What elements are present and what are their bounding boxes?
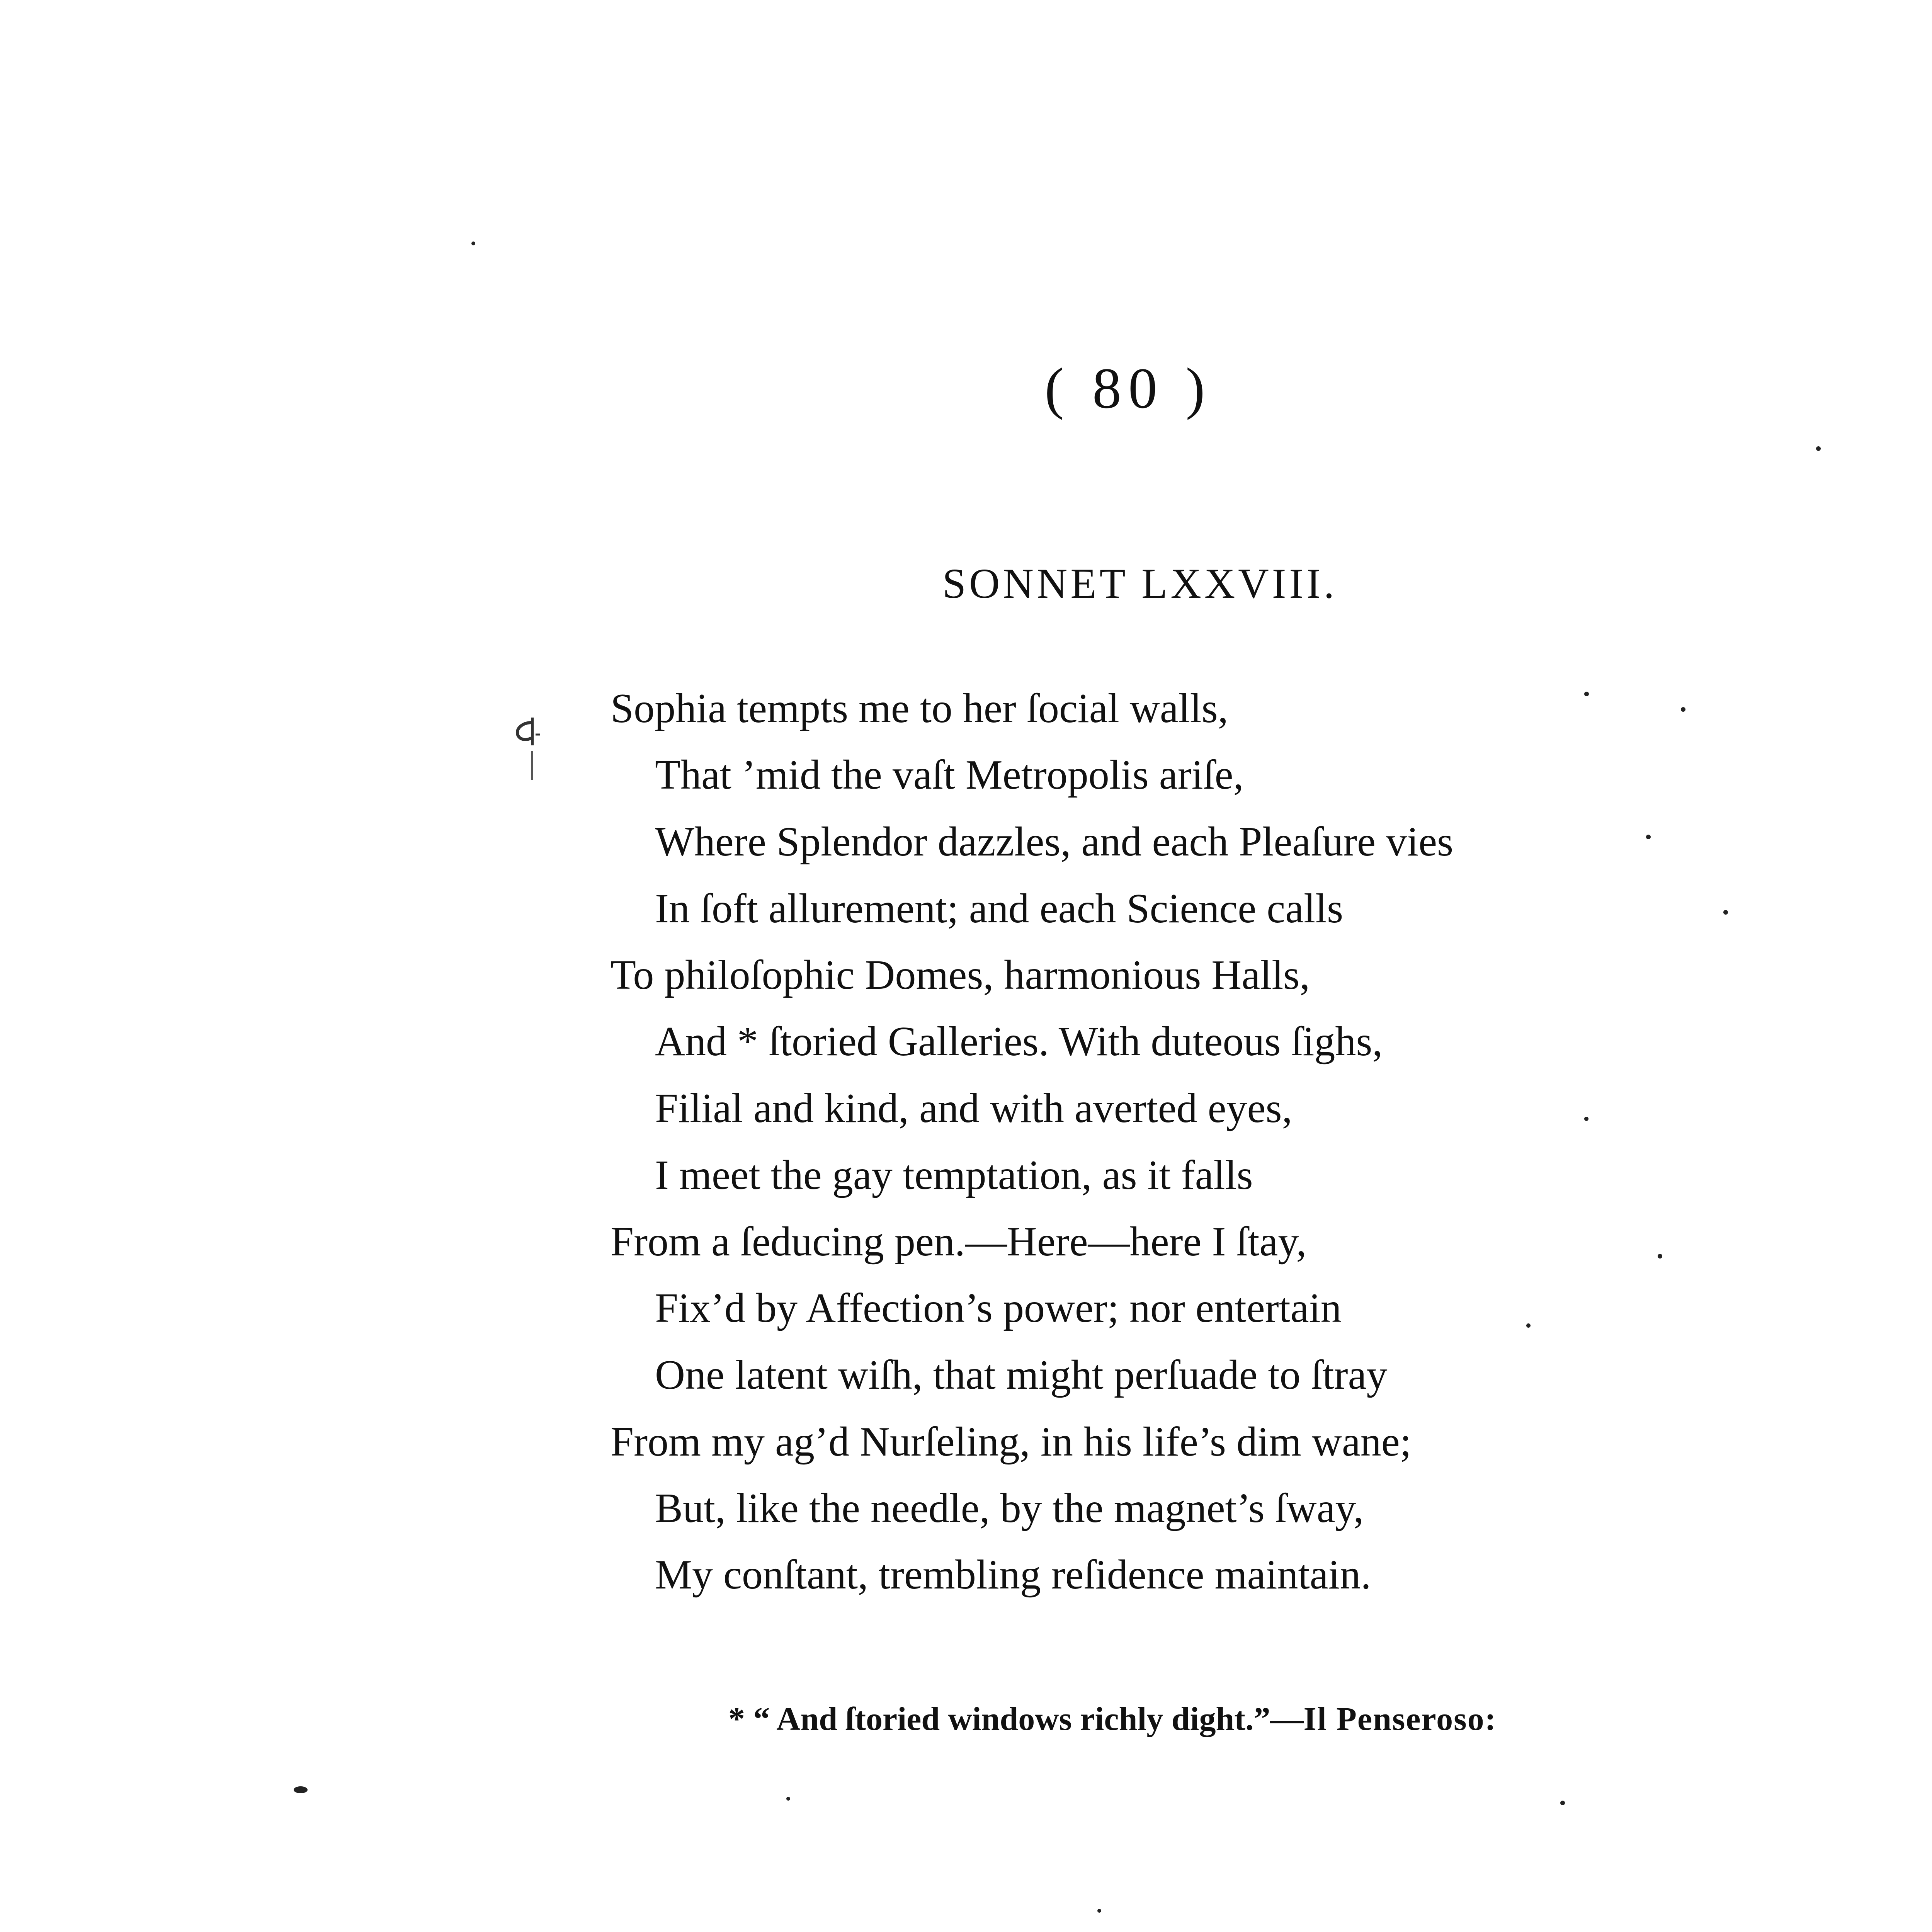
footnote: [728, 1702, 1598, 1735]
print-speck: [294, 1786, 308, 1793]
poem-line: I meet the gay temptation, as it falls: [655, 1152, 1253, 1198]
print-speck: [1646, 835, 1651, 839]
poem-line: To philoſophic Domes, harmonious Halls,: [611, 952, 1310, 998]
print-speck: [1097, 1909, 1101, 1913]
page-number: ( 80 ): [1044, 356, 1212, 420]
footnote-quote: “ And ſtoried windows richly dight.”: [753, 1700, 1270, 1737]
footnote-source: Il Penseroso:: [1303, 1700, 1497, 1737]
poem-line: In ſoft allurement; and each Science calls: [655, 886, 1344, 932]
print-speck: [471, 242, 475, 245]
poem-line: From my ag’d Nurſeling, in his life’s dim wane;: [611, 1419, 1412, 1465]
sonnet-body: [611, 685, 1615, 1677]
print-speck: [1681, 707, 1685, 712]
poem-line: One latent wiſh, that might perſuade to ſtray: [655, 1352, 1388, 1398]
poem-line: But, like the needle, by the magnet’s ſway,: [655, 1485, 1364, 1531]
poem-line: From a ſeducing pen.—Here—here I ſtay,: [611, 1219, 1307, 1265]
print-speck: [786, 1797, 790, 1801]
poem-line: Sophia tempts me to her ſocial walls,: [611, 685, 1228, 731]
print-speck: [1526, 1323, 1531, 1328]
print-speck: [1584, 692, 1589, 696]
poem-line: My conſtant, trembling reſidence maintain.: [655, 1552, 1371, 1598]
print-speck: [1816, 446, 1821, 451]
poem-line: And * ſtoried Galleries. With duteous ſighs,: [655, 1019, 1383, 1065]
poem-line: Filial and kind, and with averted eyes,: [655, 1085, 1293, 1131]
sonnet-title: SONNET LXXVIII.: [942, 560, 1338, 607]
footnote-dash: —: [1270, 1700, 1304, 1737]
poem-line: Where Splendor dazzles, and each Pleaſure vies: [655, 819, 1454, 865]
poem-line: That ’mid the vaſt Metropolis ariſe,: [655, 752, 1244, 798]
print-speck: [1723, 910, 1728, 915]
poem-line: Fix’d by Affection’s power; nor entertain: [655, 1285, 1342, 1331]
footnote-marker: *: [728, 1700, 745, 1737]
marginal-mark: [506, 709, 545, 782]
print-speck: [1584, 1117, 1588, 1121]
print-speck: [1658, 1254, 1662, 1259]
print-speck: [1560, 1801, 1565, 1805]
